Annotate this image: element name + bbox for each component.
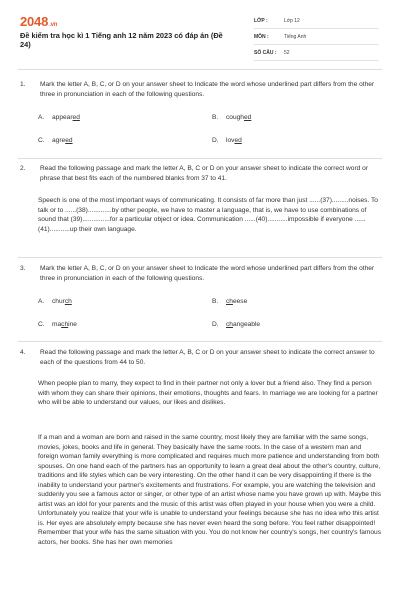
option-letter: C. <box>38 137 45 144</box>
options-row <box>38 114 368 126</box>
question-number: 2. <box>20 165 26 172</box>
meta-row-subject <box>254 29 379 45</box>
option-letter: C. <box>38 321 45 328</box>
underlined-part: ch <box>64 298 72 305</box>
option-letter: A. <box>38 298 45 305</box>
option-d[interactable] <box>212 321 260 328</box>
divider <box>18 257 382 258</box>
logo-main: 2048 <box>20 14 49 29</box>
question-text: Mark the letter A, B, C, or D on your answer sheet to Indicate the word whose underlined part differs from the other three in pronunciation in each of the following questions. <box>40 81 375 98</box>
option-c[interactable] <box>38 321 77 328</box>
question-2 <box>20 164 380 183</box>
option-letter: B. <box>212 298 219 305</box>
site-logo[interactable] <box>20 14 57 29</box>
meta-row-class <box>254 13 379 29</box>
underlined-part: ch <box>226 321 233 328</box>
option-c[interactable] <box>38 137 73 144</box>
question-number: 4. <box>20 349 26 356</box>
meta-key: LỚP : <box>254 17 268 24</box>
question-text: Read the following passage and mark the letter A, B, C or D on your answer sheet to indicate the correct answer to each of the questions from 44 to 50. <box>40 349 375 366</box>
page-title: Đề kiểm tra học kì 1 Tiếng anh 12 năm 2023 có đáp án (Đề 24) <box>20 31 223 49</box>
passage-paragraph: If a man and a woman are born and raised in the same country, most likely they are familiar with the same songs, movies, jokes, books and life in general. They basically have the same roots. In the case of a western man and foreign woman family everything is more complicated and requires much more patience and understanding from both spouses. On one hand each of the partners has an opportunity to learn a great deal about the other's country, culture, traditions and life styles which can be very interesting. On the other hand it can be very disappointing if there is the inability to understand your partner's excitements and frustrations. For example, you are watching the television and suddenly you see a famous actor or singer, or other type of an artist whose name you have grown up with. Maybe this artist was an idol for your parents and the music of this artist was often played in your house when you were a child. Unfortunately you realize that your wife is unable to understand your feelings because she has no idea who this artist is. Her eyes are absolutely empty because she has never even heard the song before. You feel rather disappointed! Remember that your wife has the same situation with you. You do not know her country's songs, her country's famous actors, her books. She has her own memories <box>38 434 382 546</box>
meta-value: 52 <box>284 49 290 56</box>
option-letter: A. <box>38 114 45 121</box>
option-letter: D. <box>212 137 219 144</box>
divider <box>18 341 382 342</box>
meta-value: Lớp 12 <box>284 17 300 24</box>
page-header <box>0 0 400 62</box>
passage-text: Speech is one of the most important ways of communicating. It consists of far more than just ......(37).........noises. To talk or to ......(38).............by other people, we have to master a language, that is, we have to use combinations of sound that (39)...............for a particular object or idea. Communication ......(40)...........impossible if everyone ......(41)...........up their own language. <box>38 197 378 233</box>
passage-paragraph: When people plan to marry, they expect to find in their partner not only a lover but a friend also. They find a person with whom they can share their opinions, their emotions, thoughts and fears. In marriage we are looking for a partner who will be able to understand our values, our likes and dislikes. <box>38 380 378 406</box>
underlined-part: ed <box>72 114 80 121</box>
question-number: 1. <box>20 81 26 88</box>
option-word: chur <box>52 298 65 305</box>
question-3 <box>20 264 380 283</box>
meta-value: Tiếng Anh <box>284 33 307 40</box>
option-word: cough <box>226 114 244 121</box>
option-letter: D. <box>212 321 219 328</box>
option-b[interactable] <box>212 298 247 305</box>
exam-meta-table <box>254 13 379 61</box>
underlined-part: ed <box>234 137 242 144</box>
meta-key: SỐ CÂU : <box>254 49 277 56</box>
option-word: agre <box>52 137 66 144</box>
options-row <box>38 298 368 310</box>
underlined-part: ed <box>243 114 252 121</box>
option-word: angeable <box>232 321 261 328</box>
question-text: Mark the letter A, B, C, or D on your answer sheet to Indicate the word whose underlined part differs from the other three in pronunciation in each of the following questions. <box>40 265 375 282</box>
logo-suffix: .vn <box>49 22 58 28</box>
meta-row-count <box>254 45 379 61</box>
question-4 <box>20 348 380 367</box>
meta-key: MÔN : <box>254 33 269 40</box>
question-1 <box>20 80 380 99</box>
underlined-part: ch <box>226 298 233 305</box>
question-number: 3. <box>20 265 26 272</box>
option-b[interactable] <box>212 114 251 121</box>
question-text: Read the following passage and mark the letter A, B, C or D on your answer sheet to indicate the correct word or phrase that best fits each of the numbered blanks from 37 to 41. <box>40 165 369 182</box>
option-a[interactable] <box>38 298 72 305</box>
divider <box>18 69 382 70</box>
divider <box>18 158 382 159</box>
option-d[interactable] <box>212 137 242 144</box>
options-row <box>38 137 368 149</box>
option-letter: B. <box>212 114 219 121</box>
option-word: lov <box>226 137 235 144</box>
option-a[interactable] <box>38 114 80 121</box>
option-word: ine <box>68 321 77 328</box>
option-word: appear <box>52 114 73 121</box>
option-word: eese <box>232 298 248 305</box>
options-row <box>38 321 368 333</box>
underlined-part: ed <box>65 137 73 144</box>
option-word: ma <box>52 321 62 328</box>
underlined-part: ch <box>61 321 69 328</box>
